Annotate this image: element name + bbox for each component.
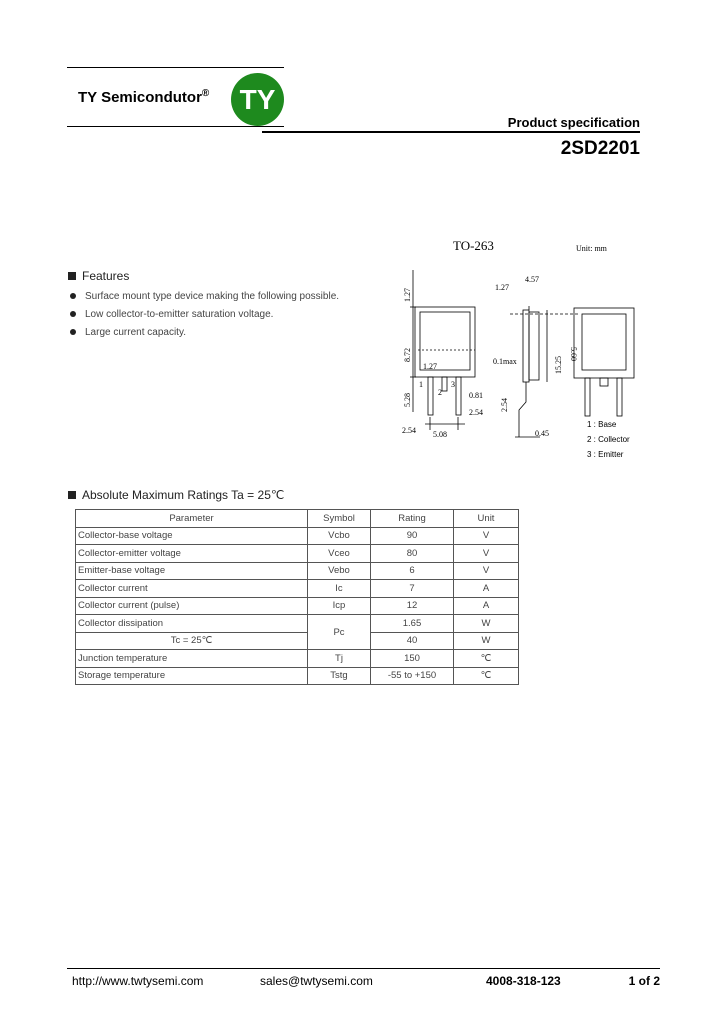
header-unit: Unit — [454, 510, 519, 528]
lead-number: 2 — [438, 388, 442, 397]
header-parameter: Parameter — [76, 510, 308, 528]
cell-rating: 150 — [371, 650, 454, 668]
product-specification-label: Product specification — [507, 115, 640, 130]
feature-text: Large current capacity. — [85, 327, 186, 338]
cell-symbol: Tstg — [308, 667, 371, 685]
square-bullet-icon — [68, 272, 76, 280]
cell-rating: 7 — [371, 580, 454, 598]
lead-3 — [456, 377, 461, 415]
table-row — [76, 562, 519, 580]
cell-symbol: Vebo — [308, 562, 371, 580]
registered-mark: ® — [201, 88, 210, 99]
features-list — [68, 288, 339, 342]
rear-inner — [582, 314, 626, 370]
cell-parameter: Emitter-base voltage — [76, 562, 308, 580]
table-row — [76, 632, 519, 650]
cell-unit: V — [454, 527, 519, 545]
package-title: TO-263 — [453, 238, 494, 253]
dim-label: 2.54 — [500, 398, 509, 412]
unit-label: Unit: mm — [576, 244, 607, 253]
cell-unit: A — [454, 597, 519, 615]
pin-label-base: 1 : Base — [587, 420, 617, 429]
cell-symbol: Tj — [308, 650, 371, 668]
cell-unit: W — [454, 632, 519, 650]
package-outline-drawing — [380, 262, 580, 452]
lead-1 — [428, 377, 433, 415]
table-row — [76, 667, 519, 685]
dim-label: 8.72 — [403, 348, 412, 362]
table-row — [76, 527, 519, 545]
ratings-table — [75, 509, 519, 685]
part-number: 2SD2201 — [560, 138, 640, 159]
cell-rating: 1.65 — [371, 615, 454, 633]
header-rating: Rating — [371, 510, 454, 528]
footer-url[interactable]: http://www.twtysemi.com — [72, 974, 204, 988]
bullet-icon — [70, 311, 76, 317]
table-row — [76, 650, 519, 668]
company-logo: TY — [231, 73, 284, 126]
dim-label: 0.45 — [535, 429, 549, 438]
rear-body — [574, 308, 634, 378]
header-bottom-rule — [67, 126, 284, 127]
list-item — [68, 306, 339, 324]
cell-unit: ℃ — [454, 667, 519, 685]
footer-rule — [67, 968, 660, 969]
feature-text: Surface mount type device making the following possible. — [85, 291, 340, 302]
cell-unit: A — [454, 580, 519, 598]
title-rule — [262, 131, 640, 133]
cell-symbol: Pc — [308, 615, 371, 650]
dim-label: 5.08 — [433, 430, 447, 439]
company-name — [78, 88, 209, 106]
bullet-icon — [70, 329, 76, 335]
dim-label: 2.54 — [402, 426, 416, 435]
footer-phone: 4008-318-123 — [486, 974, 561, 988]
list-item — [68, 324, 339, 342]
package-side-tab — [529, 312, 539, 380]
cell-rating: 80 — [371, 545, 454, 563]
cell-parameter: Storage temperature — [76, 667, 308, 685]
square-bullet-icon — [68, 491, 76, 499]
lead-number: 3 — [451, 380, 455, 389]
features-title: Features — [82, 269, 130, 283]
company-name-text: TY Semicondutor — [78, 89, 202, 106]
cell-rating: 12 — [371, 597, 454, 615]
dim-label: 0.81 — [469, 391, 483, 400]
rear-lead-center — [600, 378, 608, 386]
cell-parameter: Collector current — [76, 580, 308, 598]
side-lead — [519, 382, 526, 437]
list-item — [68, 288, 339, 306]
cell-symbol: Icp — [308, 597, 371, 615]
cell-unit: W — [454, 615, 519, 633]
cell-symbol: Vceo — [308, 545, 371, 563]
cell-parameter: Collector dissipation — [76, 615, 308, 633]
lead-number: 1 — [419, 380, 423, 389]
pin-label-emitter: 3 : Emitter — [587, 450, 624, 459]
package-rear-view — [573, 302, 635, 418]
cell-rating: 90 — [371, 527, 454, 545]
cell-parameter: Collector-base voltage — [76, 527, 308, 545]
features-heading — [68, 269, 129, 283]
cell-rating: 6 — [371, 562, 454, 580]
table-row — [76, 597, 519, 615]
header-symbol: Symbol — [308, 510, 371, 528]
header-top-rule — [67, 67, 284, 68]
cell-unit: V — [454, 562, 519, 580]
feature-text: Low collector-to-emitter saturation voltage. — [85, 309, 274, 320]
rear-lead-left — [585, 378, 590, 416]
cell-unit: V — [454, 545, 519, 563]
footer-email[interactable]: sales@twtysemi.com — [260, 974, 373, 988]
cell-symbol: Ic — [308, 580, 371, 598]
cell-parameter: Tc = 25℃ — [76, 632, 308, 650]
cell-parameter: Collector current (pulse) — [76, 597, 308, 615]
cell-symbol: Vcbo — [308, 527, 371, 545]
dim-label: 5.28 — [403, 393, 412, 407]
table-row — [76, 615, 519, 633]
table-header-row — [76, 510, 519, 528]
table-row — [76, 580, 519, 598]
dim-label: 1.27 — [423, 362, 437, 371]
cell-parameter: Collector-emitter voltage — [76, 545, 308, 563]
pin-label-collector: 2 : Collector — [587, 435, 630, 444]
cell-rating: -55 to +150 — [371, 667, 454, 685]
dim-label: 15.25 — [554, 356, 563, 374]
package-side-body — [523, 310, 529, 382]
page-number: 1 of 2 — [628, 974, 660, 988]
rear-lead-right — [617, 378, 622, 416]
ratings-heading — [68, 488, 284, 502]
ratings-title: Absolute Maximum Ratings Ta = 25℃ — [82, 488, 285, 502]
dim-label: 1.27 — [495, 283, 509, 292]
cell-parameter: Junction temperature — [76, 650, 308, 668]
dim-label: 4.57 — [525, 275, 539, 284]
dim-label: 2.54 — [469, 408, 483, 417]
dim-label: 0.1max — [493, 357, 517, 366]
dim-label: 1.27 — [403, 288, 412, 302]
cell-unit: ℃ — [454, 650, 519, 668]
cell-rating: 40 — [371, 632, 454, 650]
lead-2 — [442, 377, 447, 391]
bullet-icon — [70, 293, 76, 299]
dim-label: 5.60 — [569, 347, 578, 361]
table-row — [76, 545, 519, 563]
